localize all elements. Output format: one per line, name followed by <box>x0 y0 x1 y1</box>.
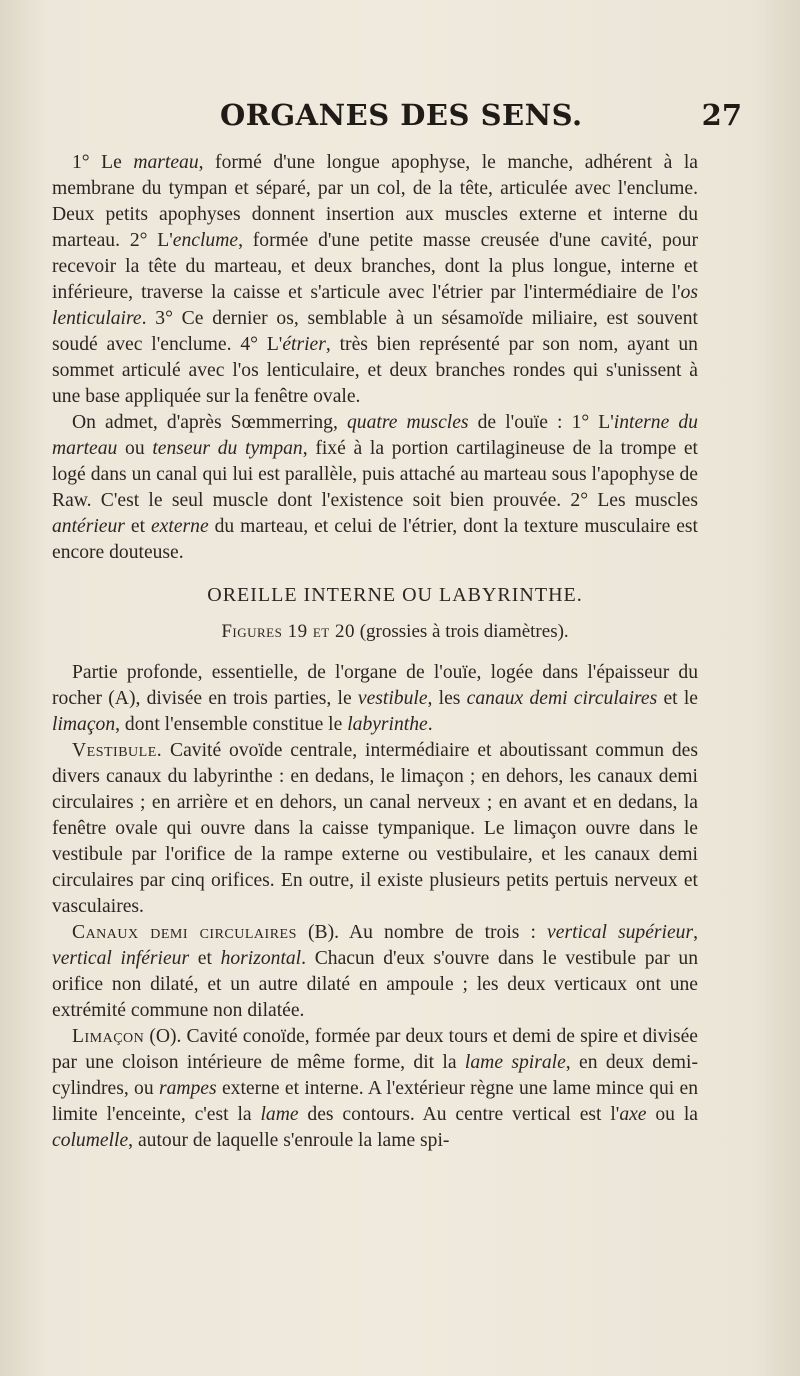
paragraph-canaux <box>52 920 698 1024</box>
text-run: , les <box>427 688 467 709</box>
text-run: , formée d'une petite masse creusée d'une cavité, pour recevoir la tête du marteau, et deux branches, dont la plus longue, interne et inférieure, traverse la caisse et s'articule avec l'étrier par l'intermédiaire de l' <box>52 230 698 303</box>
text-run: de l'ouïe : 1° L' <box>468 412 614 433</box>
term-columelle: columelle <box>52 1130 129 1151</box>
text-run: ou <box>117 438 153 459</box>
term-horizontal: horizontal <box>220 948 302 969</box>
figures-label: Figures 19 et 20 <box>221 621 355 642</box>
term-lame: lame <box>260 1104 299 1125</box>
term-externe: externe <box>150 516 209 537</box>
term-axe: axe <box>619 1104 647 1125</box>
text-run: et <box>189 948 221 969</box>
text-run: (B). Au nombre de trois : <box>296 922 548 943</box>
text-run: Cavité ovoïde centrale, intermédiaire et aboutissant commun des divers canaux du labyrinthe : en dedans, le limaçon ; en dehors, les canaux demi circulaires ; en arrière et en dehors, un canal nerveux ; en avant et en dedans, la fenêtre ovale qui ouvre dans la caisse tympanique. Le limaçon ouvre dans le vestibule par l'orifice de la rampe externe ou vestibulaire, et les canaux demi circulaires par cinq orifices. En outre, il existe plusieurs petits pertuis nerveux et vasculaires. <box>52 740 698 917</box>
term-etrier: étrier <box>282 334 326 355</box>
section-title: OREILLE INTERNE OU LABYRINTHE. <box>207 584 583 606</box>
paragraph-vestibule <box>52 738 698 920</box>
text-run: On admet, d'après Sœmmerring, <box>72 412 347 433</box>
page-header <box>52 98 742 138</box>
running-title: ORGANES DES SENS. <box>220 98 583 132</box>
figures-note-text: (grossies à trois diamètres). <box>354 621 569 642</box>
paragraph-ossicles <box>52 150 698 410</box>
lead-vestibule: Vestibule. <box>72 740 163 761</box>
figure-note <box>52 618 698 646</box>
text-run: 1° Le <box>72 152 134 173</box>
text-run: , <box>693 922 698 943</box>
term-vestibule: vestibule <box>357 688 428 709</box>
body-text <box>52 150 698 1154</box>
lead-canaux: Canaux demi circulaires <box>72 922 297 943</box>
term-lame-spirale: lame spirale <box>464 1052 566 1073</box>
term-vertical-superieur: vertical supérieur <box>547 922 694 943</box>
term-vertical-inferieur: vertical inférieur <box>52 948 190 969</box>
term-enclume: enclume <box>172 230 239 251</box>
term-rampes: rampes <box>158 1078 217 1099</box>
text-run: et <box>124 516 151 537</box>
text-run: , en deux demi-cylindres, ou <box>52 1052 698 1099</box>
text-run: externe et interne. A l'extérieur règne une lame mince qui en limite l'enceinte, c'est la <box>52 1078 698 1125</box>
term-canaux-demi-circulaires: canaux demi circulaires <box>466 688 658 709</box>
term-limacon: limaçon <box>52 714 116 735</box>
text-run: des contours. Au centre vertical est l' <box>298 1104 620 1125</box>
paragraph-labyrinthe <box>52 660 698 738</box>
text-run: ou la <box>646 1104 698 1125</box>
term-labyrinthe: labyrinthe <box>347 714 428 735</box>
term-marteau: marteau <box>133 152 199 173</box>
lead-limacon: Limaçon <box>72 1026 145 1047</box>
paragraph-limacon <box>52 1024 698 1154</box>
text-run: . <box>427 714 433 735</box>
term-tenseur-du-tympan: tenseur du tympan <box>152 438 303 459</box>
text-run: Partie profonde, essentielle, de l'organe de l'ouïe, logée dans l'épaisseur du rocher (A), divisée en trois parties, le <box>52 662 698 709</box>
text-run: , fixé à la portion cartilagineuse de la trompe et logé dans un canal qui lui est parallèle, puis attaché au marteau sous l'apophyse de Raw. C'est le seul muscle dont l'existence soit bien prouvée. 2° Les muscles <box>52 438 698 511</box>
text-run: , formé d'une longue apophyse, le manche, adhérent à la membrane du tympan et séparé, par un col, de la tête, articulée avec l'enclume. Deux petits apophyses donnent insertion aux muscles externe et interne du marteau. 2° L' <box>52 152 698 251</box>
term-anterieur: antérieur <box>52 516 125 537</box>
text-run: . 3° Ce dernier os, semblable à un sésamoïde miliaire, est souvent soudé avec l'enclume. 4° L' <box>52 308 698 355</box>
term-os-lenticulaire: os lenticulaire <box>52 282 698 329</box>
text-run: . Chacun d'eux s'ouvre dans le vestibule par un orifice non dilaté, et un autre dilaté en ampoule ; les deux verticaux ont une extrémité commune non dilatée. <box>52 948 699 1021</box>
text-run: , dont l'ensemble constitue le <box>115 714 348 735</box>
paragraph-muscles <box>52 410 698 566</box>
term-quatre-muscles: quatre muscles <box>346 412 469 433</box>
text-run: et le <box>657 688 698 709</box>
text-run: (O). Cavité conoïde, formée par deux tours et demi de spire et divisée par une cloison intérieure de même forme, dit la <box>52 1026 698 1073</box>
text-run: , très bien représenté par son nom, ayant un sommet articulé avec l'os lenticulaire, et deux branches rondes qui s'unissent à une base appliquée sur la fenêtre ovale. <box>52 334 698 407</box>
text-run: , autour de laquelle s'enroule la lame spi- <box>128 1130 450 1151</box>
text-run: du marteau, et celui de l'étrier, dont la texture musculaire est encore douteuse. <box>52 516 699 563</box>
term-interne-du-marteau: interne du marteau <box>52 412 698 459</box>
page-number: 27 <box>701 98 742 132</box>
